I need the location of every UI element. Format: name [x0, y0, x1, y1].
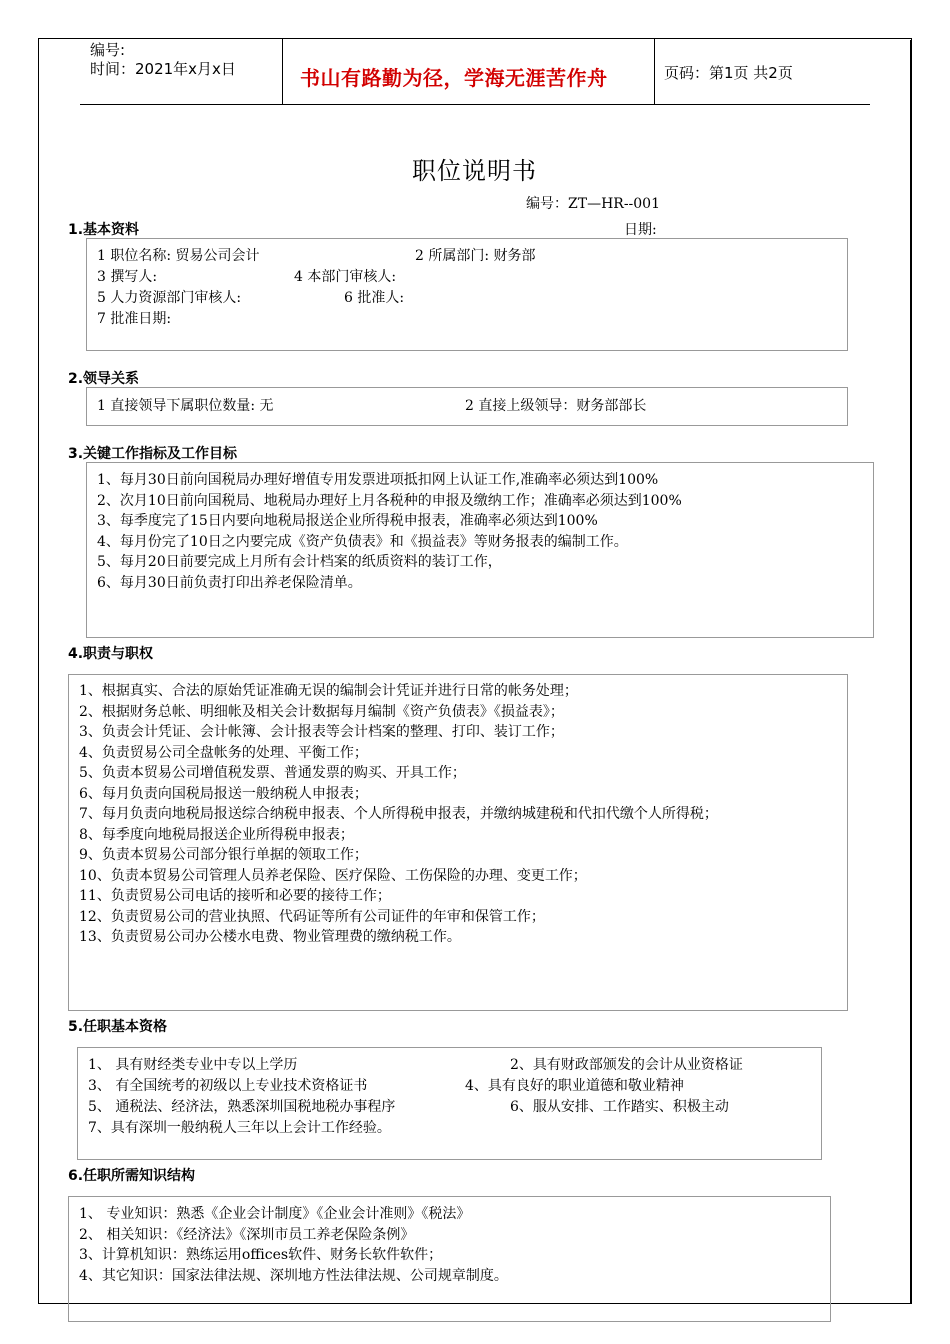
- date-label: 日期:: [624, 222, 657, 238]
- header-motto: 书山有路勤为径，学海无涯苦作舟: [300, 66, 608, 90]
- qualification-1: 1、 具有财经类专业中专以上学历: [88, 1057, 298, 1073]
- duty-item: 9、负责本贸易公司部分银行单据的领取工作；: [79, 847, 368, 863]
- document-code: 编号：ZT—HR--001: [526, 196, 660, 212]
- section-heading-leadership: 2.领导关系: [68, 371, 140, 387]
- duty-item: 8、每季度向地税局报送企业所得税申报表；: [79, 826, 354, 843]
- section-heading-qualifications: 5.任职基本资格: [68, 1019, 168, 1035]
- duty-item: 5、负责本贸易公司增值税发票、普通发票的购买、开具工作；: [79, 765, 466, 781]
- section-heading-duties: 4.职责与职权: [68, 646, 154, 662]
- duty-item: 2、根据财务总帐、明细帐及相关会计数据每月编制《资产负债表》《损益表》；: [79, 703, 564, 720]
- section-heading-knowledge: 6.任职所需知识结构: [68, 1168, 196, 1184]
- department: 2 所属部门: 财务部: [415, 248, 536, 264]
- knowledge-list: [79, 1204, 508, 1286]
- duty-item: 11、负责贸易公司电话的接听和必要的接待工作；: [79, 888, 391, 904]
- job-name: 1 职位名称: 贸易公司会计: [97, 248, 260, 264]
- duty-item: 3、负责会计凭证、会计帐簿、会计报表等会计档案的整理、打印、装订工作；: [79, 724, 564, 740]
- duty-item: 7、每月负责向地税局报送综合纳税申报表、个人所得税申报表，并缴纳城建税和代扣代缴个人所得税；: [79, 806, 718, 822]
- kpi-item: 2、次月10日前向国税局、地税局办理好上月各税种的申报及缴纳工作；准确率必须达到100%: [97, 492, 682, 509]
- subordinates: 1 直接领导下属职位数量: 无: [97, 398, 274, 414]
- page-frame-shadow-right: [910, 40, 911, 1304]
- approve-date: 7 批准日期:: [97, 311, 172, 327]
- qualification-3: 3、 有全国统考的初级以上专业技术资格证书: [88, 1078, 368, 1094]
- kpi-item: 5、每月20日前要完成上月所有会计档案的纸质资料的装订工作，: [97, 554, 502, 570]
- hr-reviewer: 5 人力资源部门审核人:: [97, 290, 242, 306]
- header-page-info: 页码：第1页 共2页: [664, 64, 793, 82]
- header-divider-right: [654, 38, 655, 104]
- kpi-item: 1、每月30日前向国税局办理好增值专用发票进项抵扣网上认证工作,准确率必须达到100%: [97, 472, 659, 488]
- duty-item: 13、负责贸易公司办公楼水电费、物业管理费的缴纳税工作。: [79, 929, 461, 945]
- knowledge-item: 4、其它知识：国家法律法规、深圳地方性法律法规、公司规章制度。: [79, 1267, 508, 1284]
- writer: 3 撰写人:: [97, 269, 158, 285]
- duty-item: 10、负责本贸易公司管理人员养老保险、医疗保险、工伤保险的办理、变更工作；: [79, 867, 587, 884]
- header-divider-left: [282, 38, 283, 104]
- superior: 2 直接上级领导：财务部部长: [465, 398, 647, 414]
- duty-item: 6、每月负责向国税局报送一般纳税人申报表；: [79, 785, 368, 802]
- duty-item: 1、根据真实、合法的原始凭证准确无误的编制会计凭证并进行日常的帐务处理；: [79, 683, 578, 699]
- page-title: 职位说明书: [412, 157, 537, 185]
- section-heading-kpi: 3.关键工作指标及工作目标: [68, 446, 238, 462]
- knowledge-item: 1、 专业知识：熟悉《企业会计制度》《企业会计准则》《税法》: [79, 1206, 471, 1222]
- duty-item: 12、负责贸易公司的营业执照、代码证等所有公司证件的年审和保管工作；: [79, 908, 545, 925]
- section-heading-basic: 1.基本资料: [68, 222, 140, 238]
- kpi-item: 3、每季度完了15日内要向地税局报送企业所得税申报表，准确率必须达到100%: [97, 513, 598, 529]
- knowledge-item: 3、计算机知识：熟练运用offices软件、财务长软件软件；: [79, 1247, 443, 1263]
- qualification-6: 6、服从安排、工作踏实、积极主动: [510, 1099, 729, 1115]
- qualification-2: 2、具有财政部颁发的会计从业资格证: [510, 1057, 743, 1073]
- duty-item: 4、负责贸易公司全盘帐务的处理、平衡工作；: [79, 744, 368, 761]
- qualification-7: 7、具有深圳一般纳税人三年以上会计工作经验。: [88, 1120, 391, 1136]
- qualification-4: 4、具有良好的职业道德和敬业精神: [465, 1078, 684, 1094]
- header-number-label: 编号:: [90, 41, 126, 59]
- kpi-item: 6、每月30日前负责打印出养老保险清单。: [97, 574, 362, 591]
- kpi-item: 4、每月份完了10日之内要完成《资产负债表》和《损益表》等财务报表的编制工作。: [97, 533, 628, 550]
- header-bottom-rule: [80, 104, 870, 105]
- qualification-5: 5、 通税法、经济法，熟悉深圳国税地税办事程序: [88, 1099, 396, 1115]
- kpi-list: [97, 470, 682, 593]
- header-time-label: 时间：2021年x月x日: [90, 60, 236, 78]
- approver: 6 批准人:: [344, 290, 405, 306]
- dept-reviewer: 4 本部门审核人:: [294, 269, 397, 285]
- header-top-rule: [80, 38, 870, 39]
- duties-list: [79, 681, 718, 948]
- knowledge-item: 2、 相关知识：《经济法》《深圳市员工养老保险条例》: [79, 1226, 415, 1243]
